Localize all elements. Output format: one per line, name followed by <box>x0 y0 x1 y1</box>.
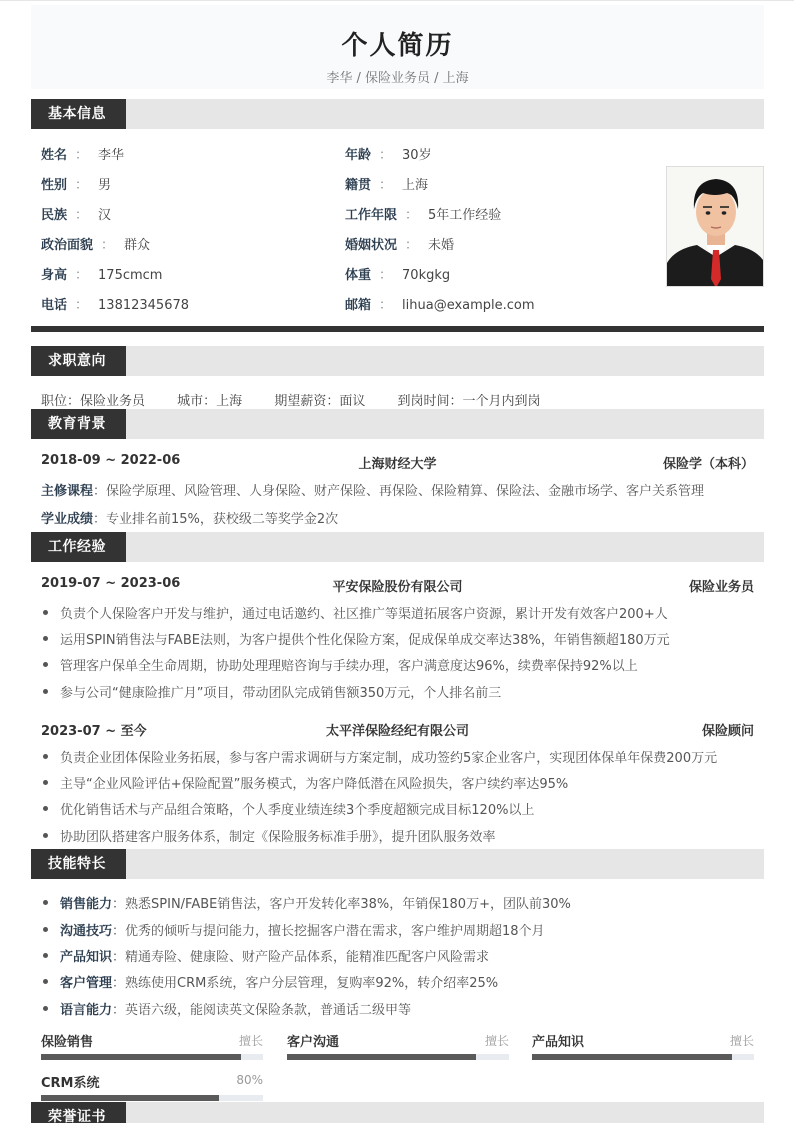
intent-salary: 期望薪资：面议 <box>274 394 366 409</box>
work-company: 平安保险股份有限公司 <box>332 580 463 595</box>
section-title: 技能特长 <box>31 849 126 879</box>
work-role: 保险顾问 <box>701 724 754 739</box>
education-row <box>41 453 754 472</box>
skill-item: 沟通技巧：优秀的倾听与提问能力，擅长挖掘客户潜在需求，客户维护周期超18个月 <box>43 920 545 939</box>
progress-track <box>287 1054 509 1060</box>
info-ethnicity: 民族 ： 汉 <box>41 208 112 223</box>
education-major: 保险学（本科） <box>662 457 754 472</box>
section-header-education <box>31 409 764 439</box>
list-item: 运用SPIN销售法与FABE法则，为客户提供个性化保险方案，促成保单成交率达38%，年销售额超180万元 <box>43 629 670 648</box>
progress-track <box>41 1054 263 1060</box>
intent-position: 职位：保险业务员 <box>41 394 146 409</box>
skill-item: 产品知识：精通寿险、健康险、财产险产品体系，能精准匹配客户风险需求 <box>43 946 489 965</box>
list-item: 优化销售话术与产品组合策略，个人季度业绩连续3个季度超额完成目标120%以上 <box>43 799 534 818</box>
progress-fill <box>41 1095 219 1101</box>
list-item: 负责企业团体保险业务拓展，参与客户需求调研与方案定制，成功签约5家企业客户，实现团体保单年保费200万元 <box>43 747 717 766</box>
info-weight: 体重 ： 70kgkg <box>345 268 451 283</box>
skill-item: 销售能力：熟悉SPIN/FABE销售法，客户开发转化率38%，年销保180万+，团队前30% <box>43 893 571 912</box>
info-phone: 电话 ： 13812345678 <box>41 298 190 313</box>
info-name: 姓名 ： 李华 <box>41 148 125 163</box>
progress-fill <box>532 1054 732 1060</box>
section-header-work <box>31 532 764 562</box>
work-row <box>41 576 754 595</box>
section-title: 教育背景 <box>31 409 126 439</box>
progress-track <box>41 1095 263 1101</box>
avatar <box>666 166 764 287</box>
info-gender: 性别 ： 男 <box>41 178 112 193</box>
section-header-honors <box>31 1102 764 1123</box>
section-header-basic <box>31 99 764 129</box>
list-item: 管理客户保单全生命周期，协助处理理赔咨询与手续办理，客户满意度达96%，续费率保持92%以上 <box>43 655 638 674</box>
resume-header <box>31 5 764 89</box>
progress-fill <box>287 1054 476 1060</box>
info-height: 身高 ： 175cmcm <box>41 268 163 283</box>
intent-arrival: 到岗时间：一个月内到岗 <box>397 394 541 409</box>
section-title: 荣誉证书 <box>31 1102 126 1123</box>
page-subtitle: 李华 / 保险业务员 / 上海 <box>326 71 469 86</box>
section-title: 基本信息 <box>31 99 126 129</box>
info-email: 邮箱 ： lihua@example.com <box>345 298 535 313</box>
list-item: 参与公司“健康险推广月”项目，带动团队完成销售额350万元，个人排名前三 <box>43 682 501 701</box>
work-period: 2019-07 ~ 2023-06 <box>41 576 181 591</box>
work-row <box>41 720 754 739</box>
resume-page: 个人简历 李华 / 保险业务员 / 上海 基本信息 姓名 ： 李华 性别 ： 男 民族 ： 汉 政治面貌 ： 群众 身高 ： 175cmcm 电话 ： 13812345678 年龄 ： 30岁 籍贯 ： 上海 工作年限 ： 5年工作经验 婚姻状况 ： 未婚 体重 ： 70kgkg 邮箱 ： lihua@example.com 求职意向 职位：保险业务员 城市：上海 期望薪资：面议 到岗时间：一个月内到岗 教育背景 2018-09 ~ 2022-06 上海财经大学 保险学（本科） 主修课程：保险学原理、风险管理、人身保险、财产保险、再保险、保险精算、保险法、金融市场学、客户关系管理 学业成绩：专业排名前15%，获校级二等奖学金2次 工作经验 2019-07 ~ 2023-06 平安保险股份有限公司 保险业务员 负责个人保险客户开发与维护，通过电话邀约、社区推广等渠道拓展客户资源，累计开发有效客户200+人 运用SPIN销售法与FABE法则，为客户提供个性化保险方案，促成保单成交率达38%，年销售额超180万元 管理客户保单全生命周期，协助处理理赔咨询与手续办理，客户满意度达96%，续费率保持92%以上 参与公司“健康险推广月”项目，带动团队完成销售额350万元，个人排名前三 2023-07 ~ 至今 太平洋保险经纪有限公司 保险顾问 负责企业团体保险业务拓展，参与客户需求调研与方案定制，成功签约5家企业客户，实现团体保单年保费200万元 主导“企业风险评估+保险配置”服务模式，为客户降低潜在风险损失，客户续约率达95% 优化销售话术与产品组合策略，个人季度业绩连续3个季度超额完成目标120%以上 协助团队搭建客户服务体系，制定《保险服务标准手册》，提升团队服务效率 技能特长 销售能力：熟悉SPIN/FABE销售法，客户开发转化率38%，年销保180万+，团队前30% 沟通技巧：优秀的倾听与提问能力，擅长挖掘客户潜在需求，客户维护周期超18个月 产品知识：精通寿险、健康险、财产险产品体系，能精准匹配客户风险需求 客户管理：熟练使用CRM系统，客户分层管理，复购率92%，转介绍率25% 语言能力：英语六级，能阅读英文保险条款，普通话二级甲等 保险销售 擅长 客户沟通 擅长 产品知识 擅长 CRM系统 80% 荣誉证书 <box>0 0 794 1123</box>
education-courses: 主修课程：保险学原理、风险管理、人身保险、财产保险、再保险、保险精算、保险法、金融市场学、客户关系管理 <box>41 484 705 499</box>
job-intent-row <box>41 390 568 409</box>
education-school: 上海财经大学 <box>358 457 437 472</box>
work-period: 2023-07 ~ 至今 <box>41 724 147 739</box>
info-age: 年龄 ： 30岁 <box>345 148 432 163</box>
education-grades: 学业成绩：专业排名前15%，获校级二等奖学金2次 <box>41 512 339 527</box>
intent-city: 城市：上海 <box>177 394 243 409</box>
section-title: 求职意向 <box>31 346 126 376</box>
skill-item: 客户管理：熟练使用CRM系统，客户分层管理，复购率92%，转介绍率25% <box>43 972 498 991</box>
avatar-photo-icon <box>667 167 764 287</box>
info-marital: 婚姻状况 ： 未婚 <box>345 238 455 253</box>
section-title: 工作经验 <box>31 532 126 562</box>
skill-item: 语言能力：英语六级，能阅读英文保险条款，普通话二级甲等 <box>43 999 411 1018</box>
work-company: 太平洋保险经纪有限公司 <box>325 724 469 739</box>
section-header-skills <box>31 849 764 879</box>
divider <box>31 326 764 332</box>
list-item: 协助团队搭建客户服务体系，制定《保险服务标准手册》，提升团队服务效率 <box>43 826 496 845</box>
progress-track <box>532 1054 754 1060</box>
list-item: 负责个人保险客户开发与维护，通过电话邀约、社区推广等渠道拓展客户资源，累计开发有效客户200+人 <box>43 603 668 622</box>
work-role: 保险业务员 <box>688 580 754 595</box>
info-hometown: 籍贯 ： 上海 <box>345 178 429 193</box>
education-period: 2018-09 ~ 2022-06 <box>41 453 181 468</box>
list-item: 主导“企业风险评估+保险配置”服务模式，为客户降低潜在风险损失，客户续约率达95% <box>43 773 568 792</box>
page-title: 个人简历 <box>341 31 454 61</box>
info-experience-years: 工作年限 ： 5年工作经验 <box>345 208 502 223</box>
section-header-intent <box>31 346 764 376</box>
progress-fill <box>41 1054 241 1060</box>
info-political: 政治面貌 ： 群众 <box>41 238 151 253</box>
